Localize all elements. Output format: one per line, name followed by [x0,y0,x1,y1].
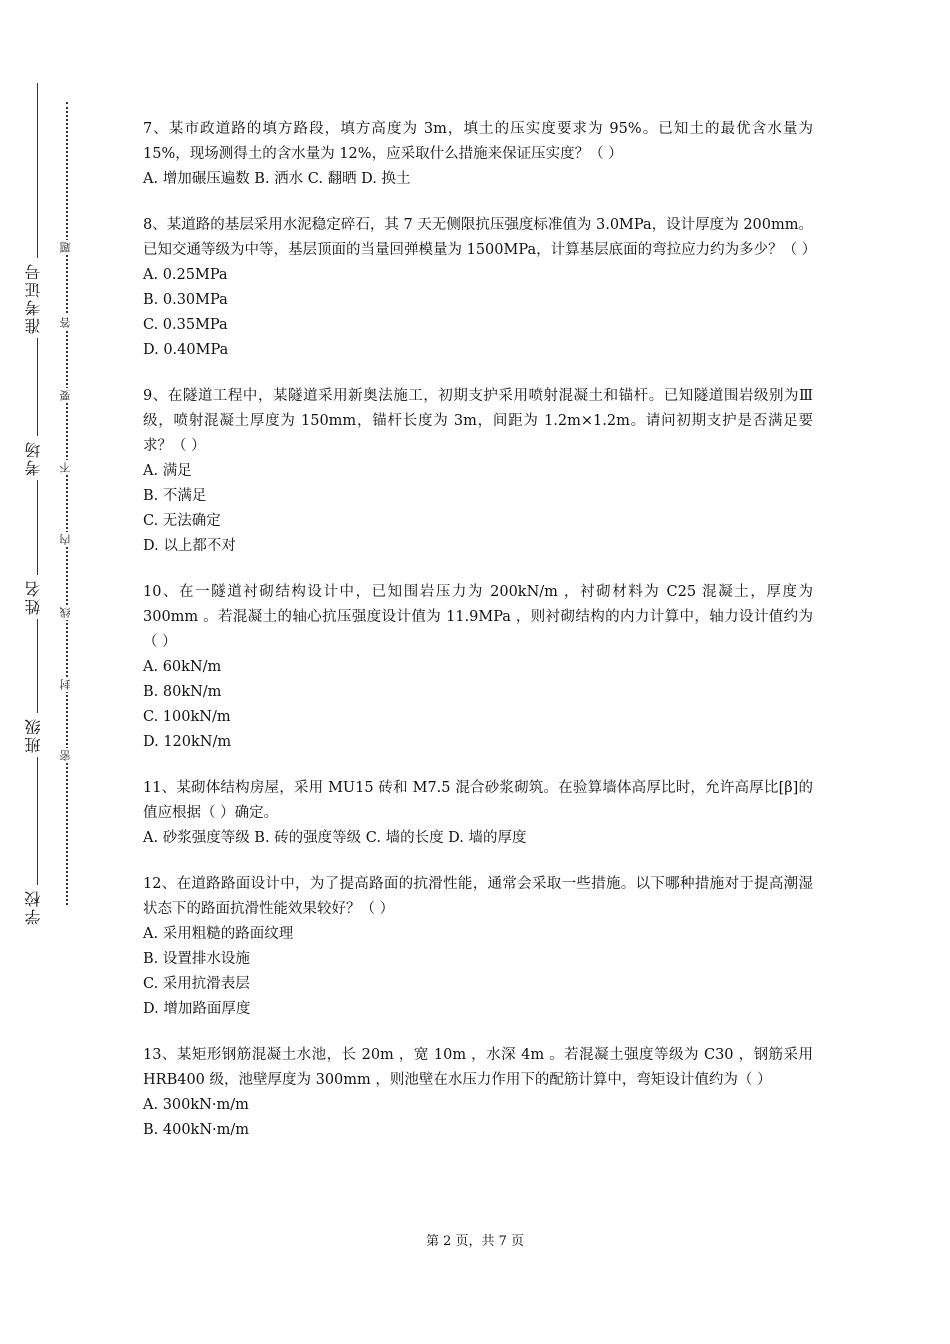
option-c: C. 0.35MPa [143,317,228,333]
option-c: C. 100kN/m [143,709,231,725]
option-a: A. 300kN·m/m [143,1097,249,1113]
seal-char: 题 [59,242,72,253]
binding-margin [0,0,100,1344]
question-13 [143,1043,813,1143]
option-list [143,1093,813,1143]
option-d: D. 增加路面厚度 [143,1001,251,1017]
option-b: B. 不满足 [143,488,207,504]
option-a: A. 0.25MPa [143,267,228,283]
question-stem: 8、某道路的基层采用水泥稳定碎石，其 7 天无侧限抗压强度标准值为 3.0MPa，设计厚度为 200mm。已知交通等级为中等，基层顶面的当量回弹模量为 1500MPa，计算基层底面的弯拉应力约为多少？（ ） [143,217,817,258]
question-8 [143,213,817,363]
option-c: C. 采用抗滑表层 [143,976,250,992]
question-12 [143,872,813,1022]
option-b: B. 400kN·m/m [143,1122,250,1138]
option-b: B. 80kN/m [143,684,222,700]
option-list [143,655,813,755]
option-a: A. 满足 [143,463,192,479]
exam-number-label: 准考证号 [22,258,45,338]
option-b: B. 设置排水设施 [143,951,250,967]
binding-dotted-line [66,102,68,905]
option-list [143,922,813,1022]
option-d: D. 120kN/m [143,734,232,750]
option-a: A. 采用粗糙的路面纹理 [143,926,294,942]
option-d: D. 以上都不对 [143,538,236,554]
question-11 [143,776,813,851]
binding-solid-line [37,83,38,915]
question-options: A. 砂浆强度等级 B. 砖的强度等级 C. 墙的长度 D. 墙的厚度 [143,830,527,846]
exam-room-label: 考场 [22,436,45,480]
option-b: B. 0.30MPa [143,292,228,308]
question-stem: 9、在隧道工程中，某隧道采用新奥法施工，初期支护采用喷射混凝土和锚杆。已知隧道围岩级别为Ⅲ级，喷射混凝土厚度为 150mm，锚杆长度为 3m，间距为 1.2m×1.2m。请问初期支护是否满足要求？（ ） [143,388,813,454]
question-stem: 7、某市政道路的填方路段，填方高度为 3m，填土的压实度要求为 95%。已知土的最优含水量为 15%，现场测得土的含水量为 12%，应采取什么措施来保证压实度？（ ） [143,121,813,162]
option-c: C. 无法确定 [143,513,221,529]
question-9 [143,384,813,559]
class-label: 班级 [22,713,45,757]
question-10 [143,580,813,755]
seal-char: 内 [59,534,72,545]
question-stem: 13、某矩形钢筋混凝土水池，长 20m ，宽 10m ，水深 4m 。若混凝土强度等级为 C30 ，钢筋采用 HRB400 级，池壁厚度为 300mm ，则池壁在水压力作用下的配筋计算中，弯矩设计值约为（ ） [143,1047,813,1088]
seal-char: 不 [59,462,72,473]
question-stem: 10、在一隧道衬砌结构设计中，已知围岩压力为 200kN/m ，衬砌材料为 C25 混凝土，厚度为 300mm 。若混凝土的轴心抗压强度设计值为 11.9MPa ，则衬砌结构的内力计算中，轴力设计值约为（ ） [143,584,813,650]
question-7 [143,117,813,192]
name-label: 姓名 [22,575,45,619]
option-a: A. 60kN/m [143,659,222,675]
question-stem: 12、在道路路面设计中，为了提高路面的抗滑性能，通常会采取一些措施。以下哪种措施对于提高潮湿状态下的路面抗滑性能效果较好？（ ） [143,876,813,917]
question-stem: 11、某砌体结构房屋，采用 MU15 砖和 M7.5 混合砂浆砌筑。在验算墙体高厚比时，允许高厚比[β]的值应根据（ ）确定。 [143,780,813,821]
school-label: 学校 [22,885,45,929]
question-list [143,117,817,1164]
option-list [143,459,813,559]
seal-char: 答 [59,317,72,328]
seal-char: 封 [59,679,72,690]
seal-char: 要 [59,390,72,401]
question-options: A. 增加碾压遍数 B. 洒水 C. 翻晒 D. 换土 [143,171,411,187]
page-number: 第 2 页，共 7 页 [425,1234,525,1249]
seal-char: 密 [59,750,72,761]
option-list [143,263,813,363]
seal-char: 线 [59,607,72,618]
option-d: D. 0.40MPa [143,342,229,358]
